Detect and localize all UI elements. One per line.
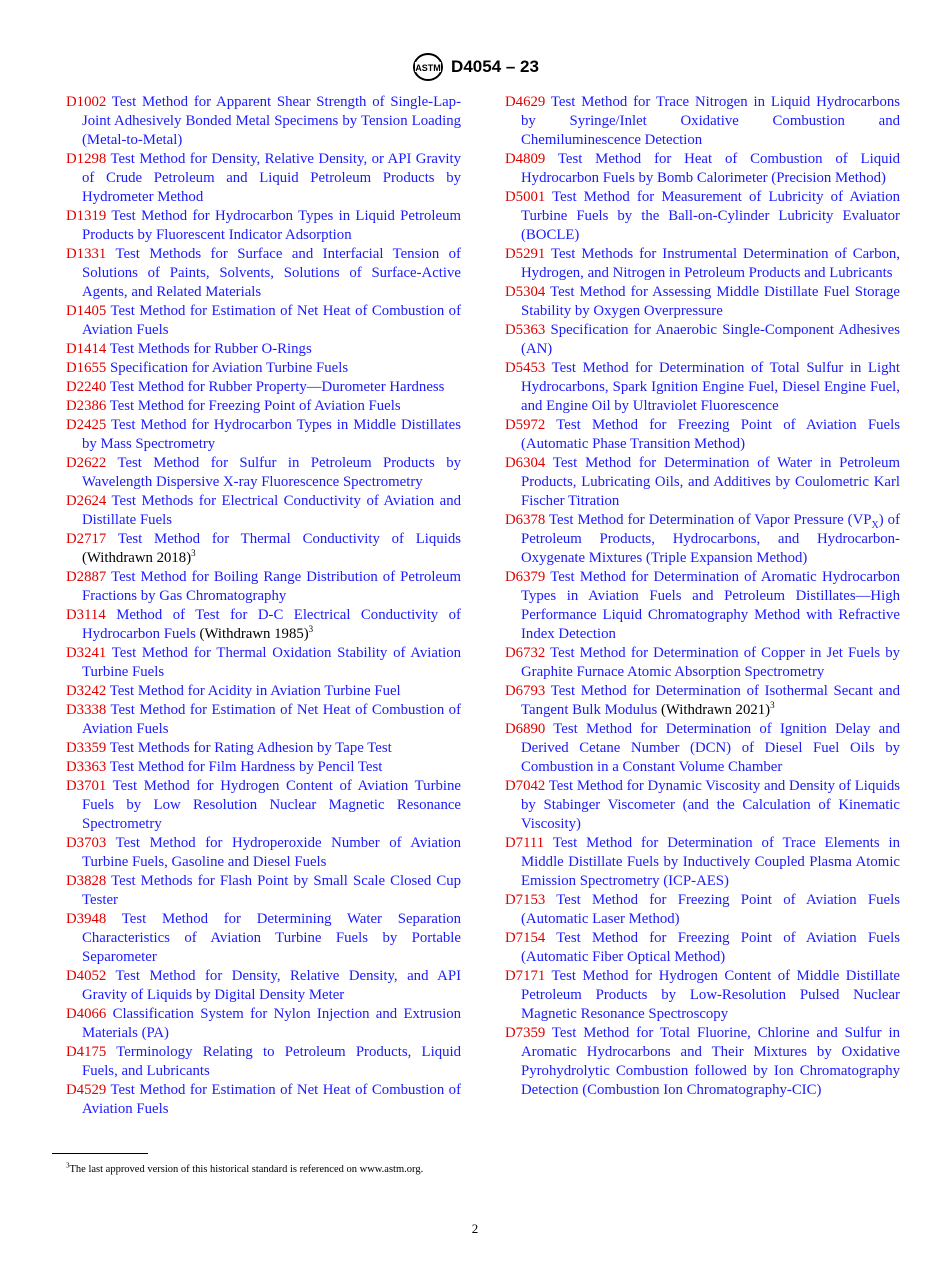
reference-entry bbox=[66, 872, 461, 910]
standard-code-link[interactable]: D7153 bbox=[505, 892, 546, 908]
standard-title-link[interactable]: Test Method for Determination of Water in Petroleum Products, Lubricating Oils, and Additives by Coulometric Karl Fischer Titration bbox=[521, 455, 900, 509]
standard-code-link[interactable]: D1414 bbox=[66, 341, 107, 357]
standard-title-link[interactable]: Test Method for Heat of Combustion of Liquid Hydrocarbon Fuels by Bomb Calorimeter (Precision Method) bbox=[521, 151, 900, 186]
reference-entry bbox=[505, 416, 900, 454]
standard-code-link[interactable]: D5453 bbox=[505, 360, 546, 376]
standard-code-link[interactable]: D2386 bbox=[66, 398, 107, 414]
reference-entry bbox=[505, 321, 900, 359]
reference-entry bbox=[66, 359, 461, 378]
logo-text: ASTM bbox=[415, 63, 441, 73]
reference-entry bbox=[505, 283, 900, 321]
withdrawn-note: (Withdrawn 1985) bbox=[199, 626, 309, 642]
standard-title-link[interactable]: Test Methods for Instrumental Determination of Carbon, Hydrogen, and Nitrogen in Petroleum Products and Lubricants bbox=[521, 246, 900, 281]
standard-code-link[interactable]: D4052 bbox=[66, 968, 107, 984]
reference-entry bbox=[66, 93, 461, 150]
reference-entry bbox=[66, 568, 461, 606]
standard-code-link[interactable]: D4529 bbox=[66, 1082, 107, 1098]
reference-entry bbox=[66, 701, 461, 739]
reference-entry bbox=[66, 378, 461, 397]
standard-code-link[interactable]: D1298 bbox=[66, 151, 107, 167]
standard-code-link[interactable]: D6378 bbox=[505, 512, 546, 528]
standard-title-link[interactable]: Test Method for Sulfur in Petroleum Products by Wavelength Dispersive X-ray Fluorescence Spectrometry bbox=[82, 455, 461, 490]
right-reference-column bbox=[505, 93, 900, 1100]
standard-code-link[interactable]: D2624 bbox=[66, 493, 107, 509]
document-designation: D4054 – 23 bbox=[451, 57, 539, 76]
standard-title-link[interactable]: Test Method for Determination of Copper in Jet Fuels by Graphite Furnace Atomic Absorption Spectrometry bbox=[521, 645, 900, 680]
reference-entry bbox=[66, 682, 461, 701]
reference-entry bbox=[66, 492, 461, 530]
standard-title-link[interactable]: Test Method for Rubber Property—Durometer Hardness bbox=[109, 379, 445, 395]
standard-code-link[interactable]: D6890 bbox=[505, 721, 546, 737]
standard-title-link[interactable]: Test Method for Determination of Isothermal Secant and Tangent Bulk Modulus bbox=[521, 683, 900, 718]
standard-code-link[interactable]: D7154 bbox=[505, 930, 546, 946]
standard-title-link[interactable]: Test Method for Freezing Point of Aviation Fuels (Automatic Fiber Optical Method) bbox=[521, 930, 900, 965]
standard-code-link[interactable]: D7042 bbox=[505, 778, 546, 794]
standard-title-link[interactable]: Test Methods for Rubber O-Rings bbox=[109, 341, 312, 357]
standard-title-link[interactable]: Test Method for Hydrogen Content of Aviation Turbine Fuels by Low Resolution Nuclear Magnetic Resonance Spectrometry bbox=[82, 778, 461, 832]
standard-title-link[interactable]: Test Methods for Electrical Conductivity of Aviation and Distillate Fuels bbox=[82, 493, 461, 528]
reference-entry bbox=[505, 150, 900, 188]
standard-title-link[interactable]: Test Method for Density, Relative Density, or API Gravity of Crude Petroleum and Liquid Petroleum Products by Hydrometer Method bbox=[82, 151, 461, 205]
reference-entry bbox=[66, 910, 461, 967]
standard-title-link[interactable]: Test Method for Dynamic Viscosity and Density of Liquids by Stabinger Viscometer (and the Calculation of Kinematic Viscosity) bbox=[521, 778, 900, 832]
footnote-ref: 3 bbox=[308, 624, 314, 635]
reference-entry bbox=[505, 967, 900, 1024]
reference-entry bbox=[505, 245, 900, 283]
standard-title-link[interactable]: Test Method for Boiling Range Distribution of Petroleum Fractions by Gas Chromatography bbox=[82, 569, 461, 604]
standard-code-link[interactable]: D2240 bbox=[66, 379, 107, 395]
reference-entry bbox=[66, 644, 461, 682]
reference-entry bbox=[505, 777, 900, 834]
reference-entry bbox=[505, 93, 900, 150]
standard-title-link[interactable]: Test Methods for Surface and Interfacial Tension of Solutions of Paints, Solvents, Solutions of Surface-Active Agents, and Related Materials bbox=[82, 246, 461, 300]
page-number: 2 bbox=[471, 1221, 479, 1236]
astm-logo-icon bbox=[411, 52, 445, 82]
reference-entry bbox=[505, 682, 900, 720]
reference-entry bbox=[505, 834, 900, 891]
standard-code-link[interactable]: D3242 bbox=[66, 683, 107, 699]
standard-title-link[interactable]: Test Method for Estimation of Net Heat of Combustion of Aviation Fuels bbox=[82, 1082, 461, 1117]
standard-title-link[interactable]: Test Method for Estimation of Net Heat of Combustion of Aviation Fuels bbox=[82, 702, 461, 737]
standard-title-link[interactable]: Test Method for Trace Nitrogen in Liquid Hydrocarbons by Syringe/Inlet Oxidative Combustion and Chemiluminescence Detection bbox=[521, 94, 900, 148]
standard-code-link[interactable]: D3338 bbox=[66, 702, 107, 718]
left-reference-column bbox=[66, 93, 461, 1119]
standard-title-link[interactable]: Test Methods for Flash Point by Small Scale Closed Cup Tester bbox=[82, 873, 461, 908]
standard-title-link[interactable]: Test Method for Hydroperoxide Number of Aviation Turbine Fuels, Gasoline and Diesel Fuels bbox=[82, 835, 461, 870]
standard-title-link[interactable]: Test Method for Thermal Oxidation Stability of Aviation Turbine Fuels bbox=[82, 645, 461, 680]
reference-entry bbox=[505, 359, 900, 416]
standard-code-link[interactable]: D1331 bbox=[66, 246, 107, 262]
reference-entry bbox=[66, 1005, 461, 1043]
standard-title-link[interactable]: Test Method for Hydrogen Content of Middle Distillate Petroleum Products by Low-Resolution Pulsed Nuclear Magnetic Resonance Spectroscopy bbox=[521, 968, 901, 1022]
standard-code-link[interactable]: D3701 bbox=[66, 778, 107, 794]
reference-entry bbox=[505, 511, 900, 568]
reference-entry bbox=[505, 891, 900, 929]
reference-entry bbox=[505, 1024, 900, 1100]
reference-entry bbox=[66, 340, 461, 359]
footnote-marker: 3 bbox=[66, 1161, 70, 1170]
standard-code-link[interactable]: D6304 bbox=[505, 455, 546, 471]
standard-code-link[interactable]: D4066 bbox=[66, 1006, 107, 1022]
footnote bbox=[52, 1162, 461, 1177]
standard-title-link[interactable]: Test Method for Hydrocarbon Types in Liquid Petroleum Products by Fluorescent Indicator Adsorption bbox=[82, 208, 461, 243]
standard-title-link[interactable]: Test Method for Apparent Shear Strength of Single-Lap-Joint Adhesively Bonded Metal Specimens by Tension Loading (Metal-to-Metal) bbox=[82, 94, 461, 148]
standard-title-link[interactable]: Test Method for Determination of Ignition Delay and Derived Cetane Number (DCN) of Diesel Fuel Oils by Combustion in a Constant Volume Chamber bbox=[521, 721, 901, 775]
standard-title-link[interactable]: Test Method for Determining Water Separation Characteristics of Aviation Turbine Fuels by Portable Separometer bbox=[82, 911, 461, 965]
reference-entry bbox=[505, 929, 900, 967]
standard-title-link[interactable]: Test Method for Assessing Middle Distillate Fuel Storage Stability by Oxygen Overpressure bbox=[521, 284, 900, 319]
standard-title-link[interactable]: Test Method for Determination of Vapor Pressure $(VP_X)$ of Petroleum Products, Hydrocarbons, and Hydrocarbon-Oxygenate Mixtures (Triple Expansion Method) bbox=[521, 512, 901, 566]
standard-title-link[interactable]: Classification System for Nylon Injection and Extrusion Materials (PA) bbox=[82, 1006, 461, 1041]
reference-entry bbox=[66, 454, 461, 492]
reference-entry bbox=[66, 207, 461, 245]
reference-entry bbox=[66, 245, 461, 302]
standard-title-link[interactable]: Test Method for Freezing Point of Aviation Fuels bbox=[109, 398, 401, 414]
page-header bbox=[0, 52, 950, 87]
standard-title-link[interactable]: Terminology Relating to Petroleum Products, Liquid Fuels, and Lubricants bbox=[82, 1044, 461, 1079]
reference-entry bbox=[66, 416, 461, 454]
reference-entry bbox=[66, 302, 461, 340]
footnote-text: The last approved version of this historical standard is referenced on www.astm.org. bbox=[69, 1164, 424, 1175]
standard-title-link[interactable]: Test Methods for Rating Adhesion by Tape Test bbox=[109, 740, 392, 756]
standard-title-link[interactable]: Test Method for Hydrocarbon Types in Middle Distillates by Mass Spectrometry bbox=[82, 417, 461, 452]
standard-code-link[interactable]: D2717 bbox=[66, 531, 107, 547]
standard-code-link[interactable]: D2887 bbox=[66, 569, 107, 585]
standard-code-link[interactable]: D1405 bbox=[66, 303, 107, 319]
standard-code-link[interactable]: D6379 bbox=[505, 569, 546, 585]
footnote-ref: 3 bbox=[770, 700, 775, 711]
standard-code-link[interactable]: D3703 bbox=[66, 835, 107, 851]
standard-code-link[interactable]: D2425 bbox=[66, 417, 107, 433]
standard-code-link[interactable]: D7171 bbox=[505, 968, 546, 984]
reference-entry bbox=[505, 454, 900, 511]
standard-code-link[interactable]: D1002 bbox=[66, 94, 107, 110]
standard-code-link[interactable]: D3828 bbox=[66, 873, 107, 889]
reference-entry bbox=[505, 720, 900, 777]
standard-title-link[interactable]: Test Method for Film Hardness by Pencil Test bbox=[109, 759, 383, 775]
standard-code-link[interactable]: D3359 bbox=[66, 740, 107, 756]
footnote-ref: 3 bbox=[191, 548, 196, 559]
footnote-divider bbox=[52, 1153, 148, 1154]
standard-code-link[interactable]: D5291 bbox=[505, 246, 546, 262]
standard-title-link[interactable]: Test Method for Density, Relative Density, and API Gravity of Liquids by Digital Density Meter bbox=[82, 968, 462, 1003]
standard-title-link[interactable]: Specification for Anaerobic Single-Component Adhesives (AN) bbox=[521, 322, 901, 357]
reference-entry bbox=[66, 606, 461, 644]
standard-title-link[interactable]: Test Method for Total Fluorine, Chlorine and Sulfur in Aromatic Hydrocarbons and Their Mixtures by Oxidative Pyrohydrolytic Combustion followed by Ion Chromatography Detection (Combustion Ion Chromatography-CIC) bbox=[521, 1025, 900, 1098]
standard-title-link[interactable]: Test Method for Determination of Trace Elements in Middle Distillate Fuels by Inductively Coupled Plasma Atomic Emission Spectrometry (ICP-AES) bbox=[521, 835, 900, 889]
standard-title-link[interactable]: Specification for Aviation Turbine Fuels bbox=[109, 360, 349, 376]
standard-code-link[interactable]: D3114 bbox=[66, 607, 106, 623]
standard-title-link[interactable]: Test Method for Acidity in Aviation Turbine Fuel bbox=[109, 683, 401, 699]
reference-entry bbox=[505, 568, 900, 644]
standard-code-link[interactable]: D3363 bbox=[66, 759, 107, 775]
reference-entry bbox=[66, 397, 461, 416]
standard-code-link[interactable]: D6793 bbox=[505, 683, 546, 699]
withdrawn-note: (Withdrawn 2021) bbox=[660, 702, 771, 718]
standard-title-link[interactable]: Test Method for Freezing Point of Aviation Fuels (Automatic Phase Transition Method) bbox=[521, 417, 900, 452]
standard-title-link[interactable]: Test Method for Determination of Aromatic Hydrocarbon Types in Aviation Fuels and Petroleum Distillates—High Performance Liquid Chromatography Method with Refractive Index Detection bbox=[521, 569, 901, 642]
reference-entry bbox=[66, 758, 461, 777]
reference-entry bbox=[66, 150, 461, 207]
reference-entry bbox=[66, 530, 461, 568]
standard-code-link[interactable]: D6732 bbox=[505, 645, 546, 661]
standard-code-link[interactable]: D5001 bbox=[505, 189, 546, 205]
standard-title-link[interactable]: Test Method for Thermal Conductivity of Liquids bbox=[117, 531, 461, 547]
reference-entry bbox=[66, 1081, 461, 1119]
reference-entry bbox=[66, 739, 461, 758]
standard-code-link[interactable]: D5363 bbox=[505, 322, 546, 338]
standard-title-link[interactable]: Test Method for Measurement of Lubricity of Aviation Turbine Fuels by the Ball-on-Cylinder Lubricity Evaluator (BOCLE) bbox=[521, 189, 901, 243]
standard-title-link[interactable]: Test Method for Determination of Total Sulfur in Light Hydrocarbons, Spark Ignition Engine Fuel, Diesel Engine Fuel, and Engine Oil by Ultraviolet Fluorescence bbox=[521, 360, 900, 414]
standard-code-link[interactable]: D4175 bbox=[66, 1044, 107, 1060]
withdrawn-note: (Withdrawn 2018) bbox=[82, 550, 192, 566]
reference-entry bbox=[66, 1043, 461, 1081]
standard-code-link[interactable]: D3948 bbox=[66, 911, 107, 927]
standard-code-link[interactable]: D1655 bbox=[66, 360, 107, 376]
standard-code-link[interactable]: D4629 bbox=[505, 94, 546, 110]
reference-entry bbox=[505, 188, 900, 245]
standard-title-link[interactable]: Test Method for Freezing Point of Aviation Fuels (Automatic Laser Method) bbox=[521, 892, 900, 927]
reference-entry bbox=[66, 834, 461, 872]
standard-code-link[interactable]: D7359 bbox=[505, 1025, 546, 1041]
reference-entry bbox=[505, 644, 900, 682]
standard-title-link[interactable]: Method of Test for D-C Electrical Conductivity of Hydrocarbon Fuels bbox=[82, 607, 461, 642]
standard-code-link[interactable]: D3241 bbox=[66, 645, 107, 661]
reference-entry bbox=[66, 967, 461, 1005]
standard-code-link[interactable]: D4809 bbox=[505, 151, 546, 167]
reference-entry bbox=[66, 777, 461, 834]
standard-title-link[interactable]: Test Method for Estimation of Net Heat of Combustion of Aviation Fuels bbox=[82, 303, 461, 338]
standard-code-link[interactable]: D1319 bbox=[66, 208, 107, 224]
standard-code-link[interactable]: D2622 bbox=[66, 455, 107, 471]
standard-code-link[interactable]: D7111 bbox=[505, 835, 545, 851]
standard-code-link[interactable]: D5304 bbox=[505, 284, 546, 300]
standard-code-link[interactable]: D5972 bbox=[505, 417, 546, 433]
